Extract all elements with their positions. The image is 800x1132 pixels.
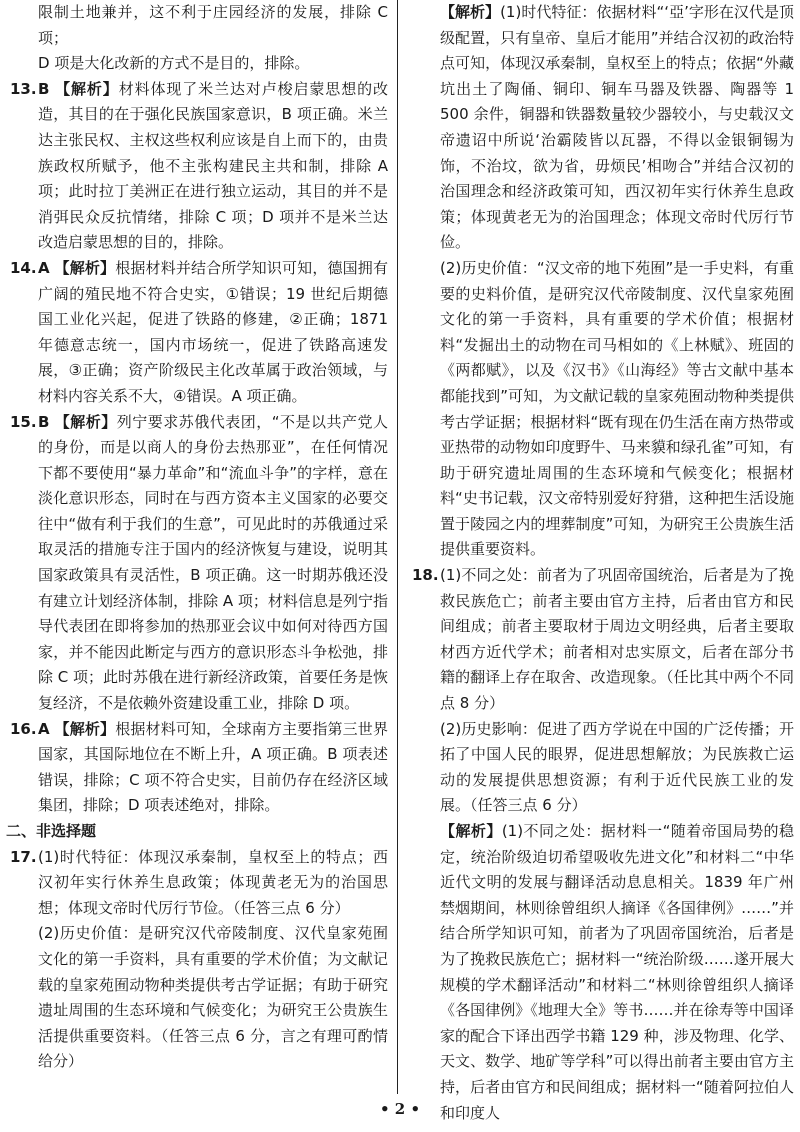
q17-answer-part-2: (2)历史价值：是研究汉代帝陵制度、汉代皇家苑囿文化的第一手资料，具有重要的学术价值；为文献记载的皇家苑囿动物种类提供考古学证据；有助于研究遗址周围的生态环境和气候变化；为研究王公贵族生活提供重要资料。（任答三点 6 分，言之有理可酌情给分） xyxy=(38,924,388,1071)
analysis-text: (1)时代特征：依据材料“‘亞’字形在汉代是顶级配置，只有皇帝、皇后才能用”并结合汉初的政治特点可知，体现汉承秦制，皇权至上的特点；依据“外藏坑出土了陶俑、铜印、铜车马器及铁器、陶器等 1 500 余件，铜器和铁器数量较少器较小，与史载汉文帝遗诏中所说‘治霸陵皆以瓦器，不得以金银铜锡为饰，不治坟，欲为省，毋烦民’相吻合”并结合汉初的治国理念和经济政策可知，西汉初年实行休养生息政策；体现黄老无为的治国理念；体现文帝时代厉行节俭。 xyxy=(440,3,794,252)
question-17 xyxy=(6,845,388,1075)
analysis-tag: 【解析】 xyxy=(440,822,502,840)
page-number: • 2 • xyxy=(379,1100,421,1118)
question-number: 16. xyxy=(10,719,37,738)
question-number: 18. xyxy=(412,566,439,585)
analysis-tag: 【解析】 xyxy=(54,412,117,431)
question-13 xyxy=(6,77,388,256)
answer-letter: A xyxy=(38,719,50,738)
section-heading: 二、非选择题 xyxy=(6,822,97,840)
question-18 xyxy=(408,563,794,819)
answer-letter: B xyxy=(38,412,50,431)
analysis-tag: 【解析】 xyxy=(54,258,116,277)
question-16 xyxy=(6,717,388,819)
question-15 xyxy=(6,410,388,717)
question-number: 14. xyxy=(10,258,37,277)
right-column xyxy=(408,0,794,1122)
q18-analysis-part-1 xyxy=(440,819,794,1126)
q12-tail-line-2: D 项是大化改新的方式不是目的，排除。 xyxy=(38,54,310,73)
q17-analysis-part-1 xyxy=(440,0,794,256)
analysis-text: 根据材料可知，全球南方主要指第三世界国家，其国际地位在不断上升，A 项正确。B 项表述错误，排除；C 项不符合史实，目前仍存在经济区域集团，排除；D 项表述绝对，排除。 xyxy=(38,719,388,815)
answer-letter: A xyxy=(38,258,50,277)
q12-tail-line-1: 限制土地兼并，这不利于庄园经济的发展，排除 C 项； xyxy=(38,3,388,47)
analysis-text: 材料体现了米兰达对卢梭启蒙思想的改造，其目的在于强化民族国家意识，B 项正确。米兰达主张民权、主权这些权利应该是自上而下的，由贵族政权所赋予，他不主张构建民主共和制，排除 A 项；此时拉丁美洲正在进行独立运动，其目的并不是消弭民众反抗情绪，排除 C 项；D 项并不是米兰达改造启蒙思想的目的，排除。 xyxy=(38,79,388,252)
question-14 xyxy=(6,256,388,410)
analysis-tag: 【解析】 xyxy=(440,3,501,21)
analysis-text: 根据材料并结合所学知识可知，德国拥有广阔的殖民地不符合史实，①错误；19 世纪后期德国工业化兴起，促进了铁路的修建，②正确；1871 年德意志统一，国内市场统一，促进了铁路高速发展，③正确；资产阶级民主化改革属于政治领域，与材料内容关系不大，④错误。A 项正确。 xyxy=(38,258,388,405)
q18-answer-part-1: (1)不同之处：前者为了巩固帝国统治，后者是为了挽救民族危亡；前者主要由官方主持，后者由官方和民间组成；前者主要取材于周边文明经典，后者主要取材西方近代学术；前者相对忠实原文，后者在部分书籍的翻译上存在取舍、改造现象。（任比其中两个不同点 8 分） xyxy=(440,566,794,713)
analysis-text: 列宁要求苏俄代表团，“不是以共产党人的身份，而是以商人的身份去热那亚”，在任何情况下都不要使用“暴力革命”和“流血斗争”的字样，意在淡化意识形态，同时在与西方资本主义国家的必要交往中“做有利于我们的生意”，可见此时的苏俄通过采取灵活的措施专注于国内的经济恢复与建设，说明其国家政策具有灵活性，B 项正确。这一时期苏俄还没有建立计划经济体制，排除 A 项；材料信息是列宁指导代表团在即将参加的热那亚会议中如何对待西方国家，并不能因此断定与西方的意识形态斗争松弛，排除 C 项；此时苏俄在进行新经济政策，首要任务是恢复经济，不是依赖外资建设重工业，排除 D 项。 xyxy=(38,412,389,713)
answer-letter: B xyxy=(38,79,50,98)
q17-analysis xyxy=(408,0,794,563)
analysis-text: (1)不同之处：据材料一“随着帝国局势的稳定，统治阶级迫切希望吸收先进文化”和材料二“中华近代文明的发展与翻译活动息息相关。1839 年广州禁烟期间，林则徐曾组织人摘译《各国律例》……”并结合所学知识可知，前者为了巩固帝国统治，后者是为了挽救民族危亡；据材料一“统治阶级……遂开展大规模的学术翻译活动”和材料二“林则徐曾组织人摘译《各国律例》《地理大全》等书……并在徐寿等中国译家的配合下译出西学书籍 129 种，涉及物理、化学、天文、数学、地矿等学科”可以得出前者主要由官方主持，后者由官方和民间组成；据材料一“随着阿拉伯人和印度人 xyxy=(440,822,794,1122)
q18-analysis xyxy=(408,819,794,1126)
question-number: 15. xyxy=(10,412,37,431)
q17-answer-part-1: (1)时代特征：体现汉承秦制，皇权至上的特点；西汉初年实行休养生息政策；体现黄老无为的治国思想；体现文帝时代厉行节俭。（任答三点 6 分） xyxy=(38,847,388,917)
analysis-tag: 【解析】 xyxy=(55,79,119,98)
q18-answer-part-2: (2)历史影响：促进了西方学说在中国的广泛传播；开拓了中国人民的眼界，促进思想解放；为民族救亡运动的发展提供思想资源；有利于近代民族工业的发展。（任答三点 6 分） xyxy=(440,719,794,815)
q17-analysis-part-2: (2)历史价值：“汉文帝的地下苑囿”是一手史料，有重要的史料价值，是研究汉代帝陵制度、汉代皇家苑囿文化的第一手资料，具有重要的学术价值；根据材料“发掘出土的动物在司马相如的《上林赋》、班固的《两都赋》，以及《汉书》《山海经》等古文献中基本都能找到”可知，为文献记载的皇家苑囿动物种类提供考古学证据；根据材料“既有现在仍生活在南方热带或亚热带的动物如印度野牛、马来貘和绿孔雀”可知，有助于研究遗址周围的生态环境和气候变化；根据材料“史书记载，汉文帝特别爱好狩猎，这种把生活设施置于陵园之内的埋葬制度”可知，为研究王公贵族生活提供重要资料。 xyxy=(440,258,794,559)
column-divider xyxy=(397,0,398,1094)
question-number: 13. xyxy=(10,79,37,98)
left-column xyxy=(6,0,388,1090)
question-number: 17. xyxy=(10,847,37,866)
analysis-tag: 【解析】 xyxy=(54,719,116,738)
